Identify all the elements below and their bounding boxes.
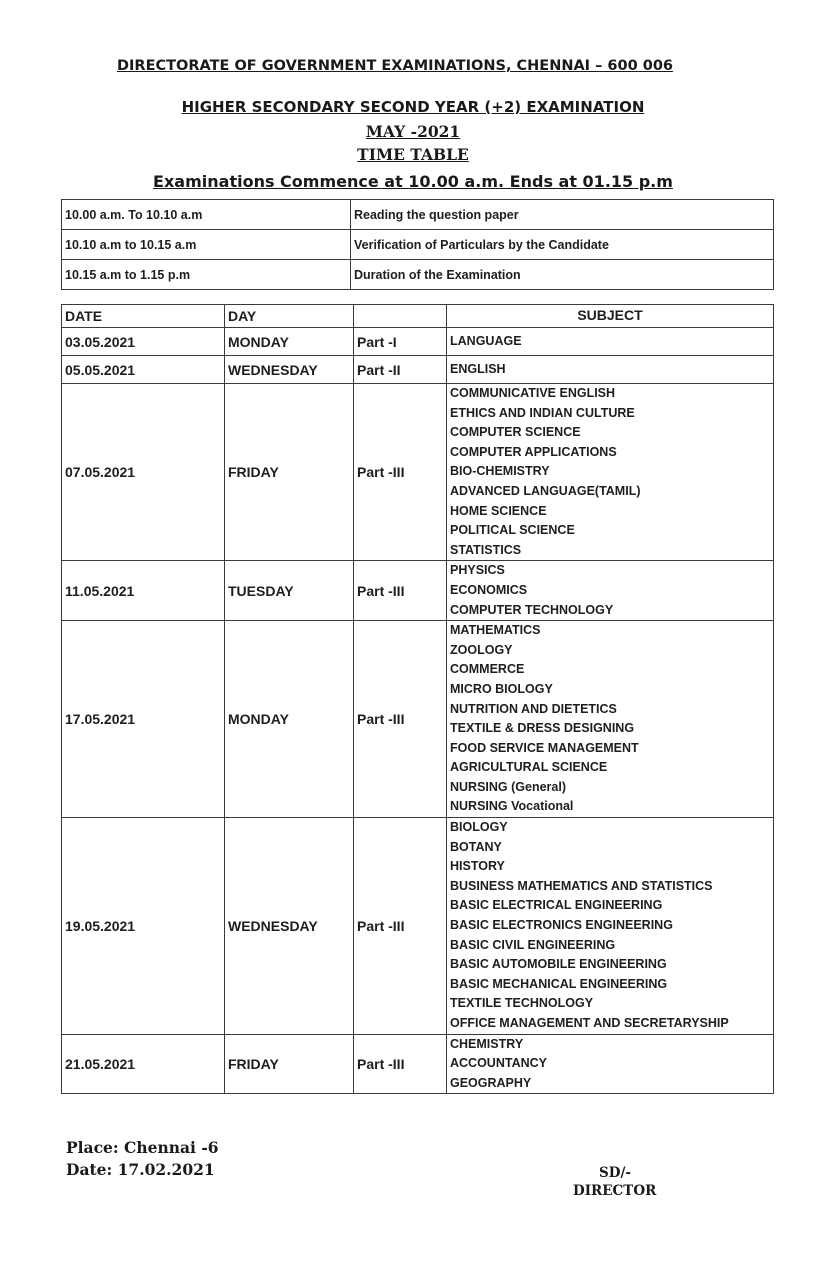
exam-subjects: [447, 356, 774, 384]
timing-activity: Duration of the Examination: [351, 260, 774, 290]
exam-date: 19.05.2021: [62, 818, 225, 1035]
exam-part: Part -III: [354, 561, 447, 621]
signatory-designation: DIRECTOR: [573, 1183, 657, 1199]
exam-timing-summary: Examinations Commence at 10.00 a.m. Ends at 01.15 p.m: [153, 172, 673, 191]
subject-name: BASIC AUTOMOBILE ENGINEERING: [450, 957, 667, 972]
subject-name: COMPUTER TECHNOLOGY: [450, 602, 614, 617]
timing-activity: Reading the question paper: [351, 200, 774, 230]
subject-name: GEOGRAPHY: [450, 1075, 532, 1090]
subject-name: STATISTICS: [450, 542, 522, 557]
subject-name: TEXTILE & DRESS DESIGNING: [450, 721, 635, 736]
subject-name: BASIC MECHANICAL ENGINEERING: [450, 976, 668, 991]
exam-date: 21.05.2021: [62, 1034, 225, 1094]
exam-date: 07.05.2021: [62, 384, 225, 561]
schedule-row: [62, 561, 774, 621]
date-column-header: DATE: [62, 305, 225, 328]
subject-name: NURSING (General): [450, 779, 566, 794]
subject-name: ECONOMICS: [450, 582, 528, 597]
timing-row: [62, 200, 774, 230]
exam-subjects: [447, 621, 774, 818]
schedule-table: [61, 304, 774, 1094]
subject-name: ACCOUNTANCY: [450, 1056, 547, 1071]
subject-name: BUSINESS MATHEMATICS AND STATISTICS: [450, 878, 713, 893]
subject-name: OFFICE MANAGEMENT AND SECRETARYSHIP: [450, 1016, 729, 1030]
exam-day: MONDAY: [225, 621, 354, 818]
exam-subjects: [447, 1034, 774, 1094]
schedule-header-row: [62, 305, 774, 328]
subject-name: COMPUTER SCIENCE: [450, 425, 581, 440]
exam-part: Part -III: [354, 818, 447, 1035]
schedule-row: [62, 818, 774, 1035]
subject-name: POLITICAL SCIENCE: [450, 523, 575, 538]
exam-day: FRIDAY: [225, 1034, 354, 1094]
exam-day: WEDNESDAY: [225, 818, 354, 1035]
subject-name: BOTANY: [450, 839, 502, 854]
timing-activity: Verification of Particulars by the Candidate: [351, 230, 774, 260]
subject-name: HISTORY: [450, 859, 505, 874]
subject-name: COMMUNICATIVE ENGLISH: [450, 386, 616, 400]
timing-row: [62, 260, 774, 290]
exam-date: 05.05.2021: [62, 356, 225, 384]
exam-part: Part -II: [354, 356, 447, 384]
exam-day: MONDAY: [225, 328, 354, 356]
subject-name: NURSING Vocational: [450, 799, 574, 814]
schedule-row: [62, 328, 774, 356]
organization-title: DIRECTORATE OF GOVERNMENT EXAMINATIONS, CHENNAI – 600 006: [116, 58, 674, 74]
exam-part: Part -III: [354, 621, 447, 818]
exam-day: FRIDAY: [225, 384, 354, 561]
signature: SD/-: [599, 1165, 631, 1181]
exam-subjects: [447, 561, 774, 621]
subject-name: MATHEMATICS: [450, 623, 541, 638]
subject-name: BIO-CHEMISTRY: [450, 464, 550, 479]
exam-date: 11.05.2021: [62, 561, 225, 621]
schedule-row: [62, 1034, 774, 1094]
exam-title: HIGHER SECONDARY SECOND YEAR (+2) EXAMINATION: [181, 98, 645, 116]
exam-part: Part -III: [354, 1034, 447, 1094]
exam-day: TUESDAY: [225, 561, 354, 621]
subject-name: ZOOLOGY: [450, 642, 513, 657]
subject-name: CHEMISTRY: [450, 1036, 524, 1051]
subject-name: ADVANCED LANGUAGE(TAMIL): [450, 483, 641, 498]
footer-place: Place: Chennai -6: [66, 1138, 219, 1157]
subject-name: HOME SCIENCE: [450, 503, 547, 518]
part-column-header: [354, 305, 447, 328]
footer-date: Date: 17.02.2021: [66, 1160, 215, 1179]
subject-name: MICRO BIOLOGY: [450, 681, 553, 696]
timing-time: 10.00 a.m. To 10.10 a.m: [62, 200, 351, 230]
subject-name: BASIC CIVIL ENGINEERING: [450, 937, 616, 952]
exam-subjects: [447, 384, 774, 561]
subject-column-header: SUBJECT: [447, 305, 774, 328]
timing-time: 10.10 a.m to 10.15 a.m: [62, 230, 351, 260]
exam-day: WEDNESDAY: [225, 356, 354, 384]
subject-name: LANGUAGE: [450, 333, 522, 348]
exam-date: 17.05.2021: [62, 621, 225, 818]
exam-month: MAY -2021: [365, 122, 461, 141]
exam-subjects: [447, 328, 774, 356]
exam-part: Part -III: [354, 384, 447, 561]
schedule-row: [62, 356, 774, 384]
schedule-row: [62, 384, 774, 561]
timing-row: [62, 230, 774, 260]
timing-time: 10.15 a.m to 1.15 p.m: [62, 260, 351, 290]
subject-name: ETHICS AND INDIAN CULTURE: [450, 405, 635, 420]
subject-name: COMPUTER APPLICATIONS: [450, 444, 617, 459]
subject-name: ENGLISH: [450, 361, 506, 376]
document-title: TIME TABLE: [357, 145, 469, 164]
exam-subjects: [447, 818, 774, 1035]
subject-name: AGRICULTURAL SCIENCE: [450, 760, 608, 775]
subject-name: TEXTILE TECHNOLOGY: [450, 996, 594, 1011]
day-column-header: DAY: [225, 305, 354, 328]
exam-date: 03.05.2021: [62, 328, 225, 356]
subject-name: BASIC ELECTRICAL ENGINEERING: [450, 898, 663, 913]
subject-name: COMMERCE: [450, 662, 525, 677]
subject-name: NUTRITION AND DIETETICS: [450, 701, 617, 716]
subject-name: BIOLOGY: [450, 820, 508, 835]
subject-name: PHYSICS: [450, 563, 505, 578]
schedule-row: [62, 621, 774, 818]
subject-name: FOOD SERVICE MANAGEMENT: [450, 740, 639, 755]
timing-table: [61, 199, 774, 290]
subject-name: BASIC ELECTRONICS ENGINEERING: [450, 918, 673, 933]
exam-part: Part -I: [354, 328, 447, 356]
